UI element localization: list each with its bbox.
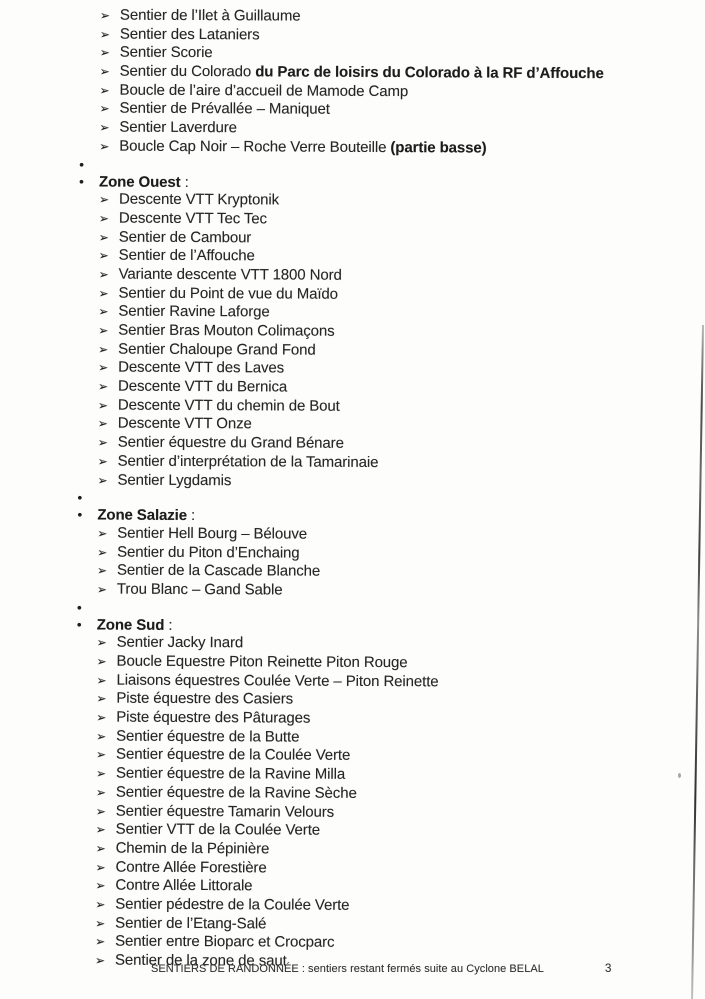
- trail-item-label: Sentier Scorie: [119, 44, 213, 62]
- trail-item: [0, 580, 702, 602]
- trail-item-label: Sentier du Colorado du Parc de loisirs du Colorado à la RF d’Affouche: [119, 62, 604, 83]
- trail-item-label: Sentier équestre de la Butte: [116, 727, 300, 746]
- trail-item-label: Descente VTT du chemin de Bout: [117, 396, 340, 415]
- arrow-bullet-icon: ➢: [99, 120, 110, 135]
- trail-item-label: Sentier Bras Mouton Colimaçons: [118, 321, 335, 340]
- bullet-icon: •: [76, 599, 82, 616]
- footer-note: SENTIERS DE RANDONNÉE : sentiers restant fermés suite au Cyclone BELAL: [151, 963, 544, 975]
- trail-item-label: Sentier VTT de la Coulée Verte: [115, 820, 321, 839]
- trail-item: [0, 137, 704, 159]
- arrow-bullet-icon: ➢: [95, 934, 106, 949]
- arrow-bullet-icon: ➢: [98, 211, 109, 226]
- arrow-bullet-icon: ➢: [95, 897, 106, 912]
- page-number: 3: [605, 963, 612, 975]
- arrow-bullet-icon: ➢: [98, 230, 109, 245]
- trail-item-label: Sentier de la zone de saut: [114, 951, 287, 970]
- arrow-bullet-icon: ➢: [95, 766, 107, 781]
- trail-item-label: Sentier de Prévallée – Maniquet: [119, 100, 330, 119]
- trail-item-label: Descente VTT Tec Tec: [118, 209, 268, 228]
- arrow-bullet-icon: ➢: [96, 729, 107, 744]
- arrow-bullet-icon: ➢: [97, 435, 108, 450]
- arrow-bullet-icon: ➢: [99, 45, 110, 60]
- arrow-bullet-icon: ➢: [98, 342, 109, 357]
- trail-item-label: Sentier équestre de la Ravine Milla: [115, 764, 346, 783]
- arrow-bullet-icon: ➢: [96, 691, 107, 706]
- trail-item-label: Sentier pédestre de la Coulée Verte: [115, 895, 350, 914]
- trail-item-label: Sentier équestre Tamarin Velours: [115, 802, 335, 821]
- trail-item-label: Sentier de la Cascade Blanche: [117, 561, 321, 580]
- trail-item-label: Contre Allée Littorale: [115, 876, 253, 895]
- trail-item-label: Sentier équestre de la Ravine Sèche: [115, 783, 357, 802]
- arrow-bullet-icon: ➢: [97, 379, 109, 394]
- trail-item-label: Sentier du Point de vue du Maïdo: [118, 284, 338, 303]
- zone-label: Zone Salazie :: [97, 506, 196, 525]
- trail-item-label: Descente VTT Onze: [117, 415, 252, 433]
- trail-item-label: Sentier Lygdamis: [117, 471, 232, 489]
- trail-item: [0, 470, 703, 492]
- trail-item-label: Sentier Jacky Inard: [116, 633, 244, 652]
- arrow-bullet-icon: ➢: [99, 8, 111, 23]
- trail-item-label: Sentier de Cambour: [118, 228, 252, 246]
- trail-item-label: Sentier du Piton d’Enchaing: [117, 543, 300, 562]
- arrow-bullet-icon: ➢: [99, 27, 110, 42]
- zone-label: Zone Ouest :: [99, 173, 189, 191]
- arrow-bullet-icon: ➢: [95, 860, 106, 875]
- arrow-bullet-icon: ➢: [98, 248, 109, 263]
- trail-item-label: Chemin de la Pépinière: [115, 839, 270, 858]
- arrow-bullet-icon: ➢: [96, 710, 107, 725]
- arrow-bullet-icon: ➢: [97, 416, 108, 432]
- trail-item-label: Descente VTT Kryptonik: [118, 190, 280, 209]
- arrow-bullet-icon: ➢: [98, 323, 109, 338]
- arrow-bullet-icon: ➢: [97, 473, 108, 488]
- trail-item-label: Sentier entre Bioparc et Crocparc: [115, 932, 335, 952]
- bullet-icon: •: [79, 172, 85, 189]
- trail-list: [0, 6, 705, 999]
- arrow-bullet-icon: ➢: [95, 822, 106, 837]
- bullet-icon: •: [77, 506, 83, 523]
- arrow-bullet-icon: ➢: [99, 83, 110, 98]
- arrow-bullet-icon: ➢: [98, 360, 109, 375]
- arrow-bullet-icon: ➢: [97, 526, 108, 541]
- trail-item-label: Boucle Cap Noir – Roche Verre Bouteille (partie basse): [119, 137, 487, 157]
- arrow-bullet-icon: ➢: [95, 916, 106, 931]
- arrow-bullet-icon: ➢: [96, 635, 107, 650]
- trail-item-label: Contre Allée Forestière: [115, 858, 267, 876]
- arrow-bullet-icon: ➢: [95, 804, 106, 819]
- arrow-bullet-icon: ➢: [94, 953, 106, 968]
- trail-item-label: Descente VTT des Laves: [118, 358, 285, 377]
- arrow-bullet-icon: ➢: [96, 654, 107, 669]
- arrow-bullet-icon: ➢: [99, 139, 110, 154]
- trail-item-label: Sentier équestre de la Coulée Verte: [116, 746, 351, 765]
- trail-item-label: Sentier équestre du Grand Bénare: [117, 433, 344, 452]
- trail-item-label: Sentier de l’Etang-Salé: [115, 914, 267, 933]
- bullet-icon: •: [76, 616, 82, 633]
- bullet-icon: •: [79, 155, 85, 172]
- arrow-bullet-icon: ➢: [99, 64, 110, 79]
- trail-item-label: Variante descente VTT 1800 Nord: [118, 265, 342, 284]
- arrow-bullet-icon: ➢: [96, 747, 107, 763]
- trail-item-label: Piste équestre des Pâturages: [116, 708, 311, 727]
- trail-item-label: Descente VTT du Bernica: [117, 377, 288, 396]
- arrow-bullet-icon: ➢: [98, 192, 110, 207]
- arrow-bullet-icon: ➢: [96, 582, 108, 597]
- trail-item-label: Sentier des Lataniers: [119, 25, 260, 44]
- arrow-bullet-icon: ➢: [97, 454, 108, 469]
- arrow-bullet-icon: ➢: [98, 304, 109, 319]
- trail-item-label: Sentier de l’Ilet à Guillaume: [119, 6, 301, 25]
- trail-item-label: Sentier Laverdure: [119, 118, 237, 137]
- trail-item-label: Liaisons équestres Coulée Verte – Piton Reinette: [116, 671, 439, 690]
- arrow-bullet-icon: ➢: [95, 841, 106, 856]
- trail-item-label: Sentier d’interprétation de la Tamarinaie: [117, 452, 379, 471]
- bullet-icon: •: [77, 489, 83, 506]
- trail-item-label: Boucle Equestre Piton Reinette Piton Rouge: [116, 652, 408, 672]
- zone-label: Zone Sud :: [96, 616, 173, 634]
- trail-item-label: Boucle de l’aire d’accueil de Mamode Camp: [119, 81, 409, 100]
- arrow-bullet-icon: ➢: [96, 673, 107, 688]
- arrow-bullet-icon: ➢: [99, 101, 110, 117]
- arrow-bullet-icon: ➢: [97, 563, 108, 578]
- arrow-bullet-icon: ➢: [95, 785, 106, 800]
- arrow-bullet-icon: ➢: [95, 878, 106, 893]
- arrow-bullet-icon: ➢: [97, 398, 109, 413]
- trail-item-label: Trou Blanc – Gand Sable: [116, 580, 283, 599]
- arrow-bullet-icon: ➢: [97, 545, 108, 560]
- trail-item-label: Piste équestre des Casiers: [116, 689, 294, 708]
- trail-item-label: Sentier Ravine Laforge: [118, 302, 270, 321]
- trail-item-label: Sentier Chaloupe Grand Fond: [118, 340, 316, 359]
- scan-speck: [678, 773, 681, 778]
- trail-item-label: Sentier Hell Bourg – Bélouve: [117, 524, 308, 543]
- trail-item-label: Sentier de l’Affouche: [118, 246, 255, 265]
- arrow-bullet-icon: ➢: [98, 267, 109, 282]
- arrow-bullet-icon: ➢: [98, 286, 109, 301]
